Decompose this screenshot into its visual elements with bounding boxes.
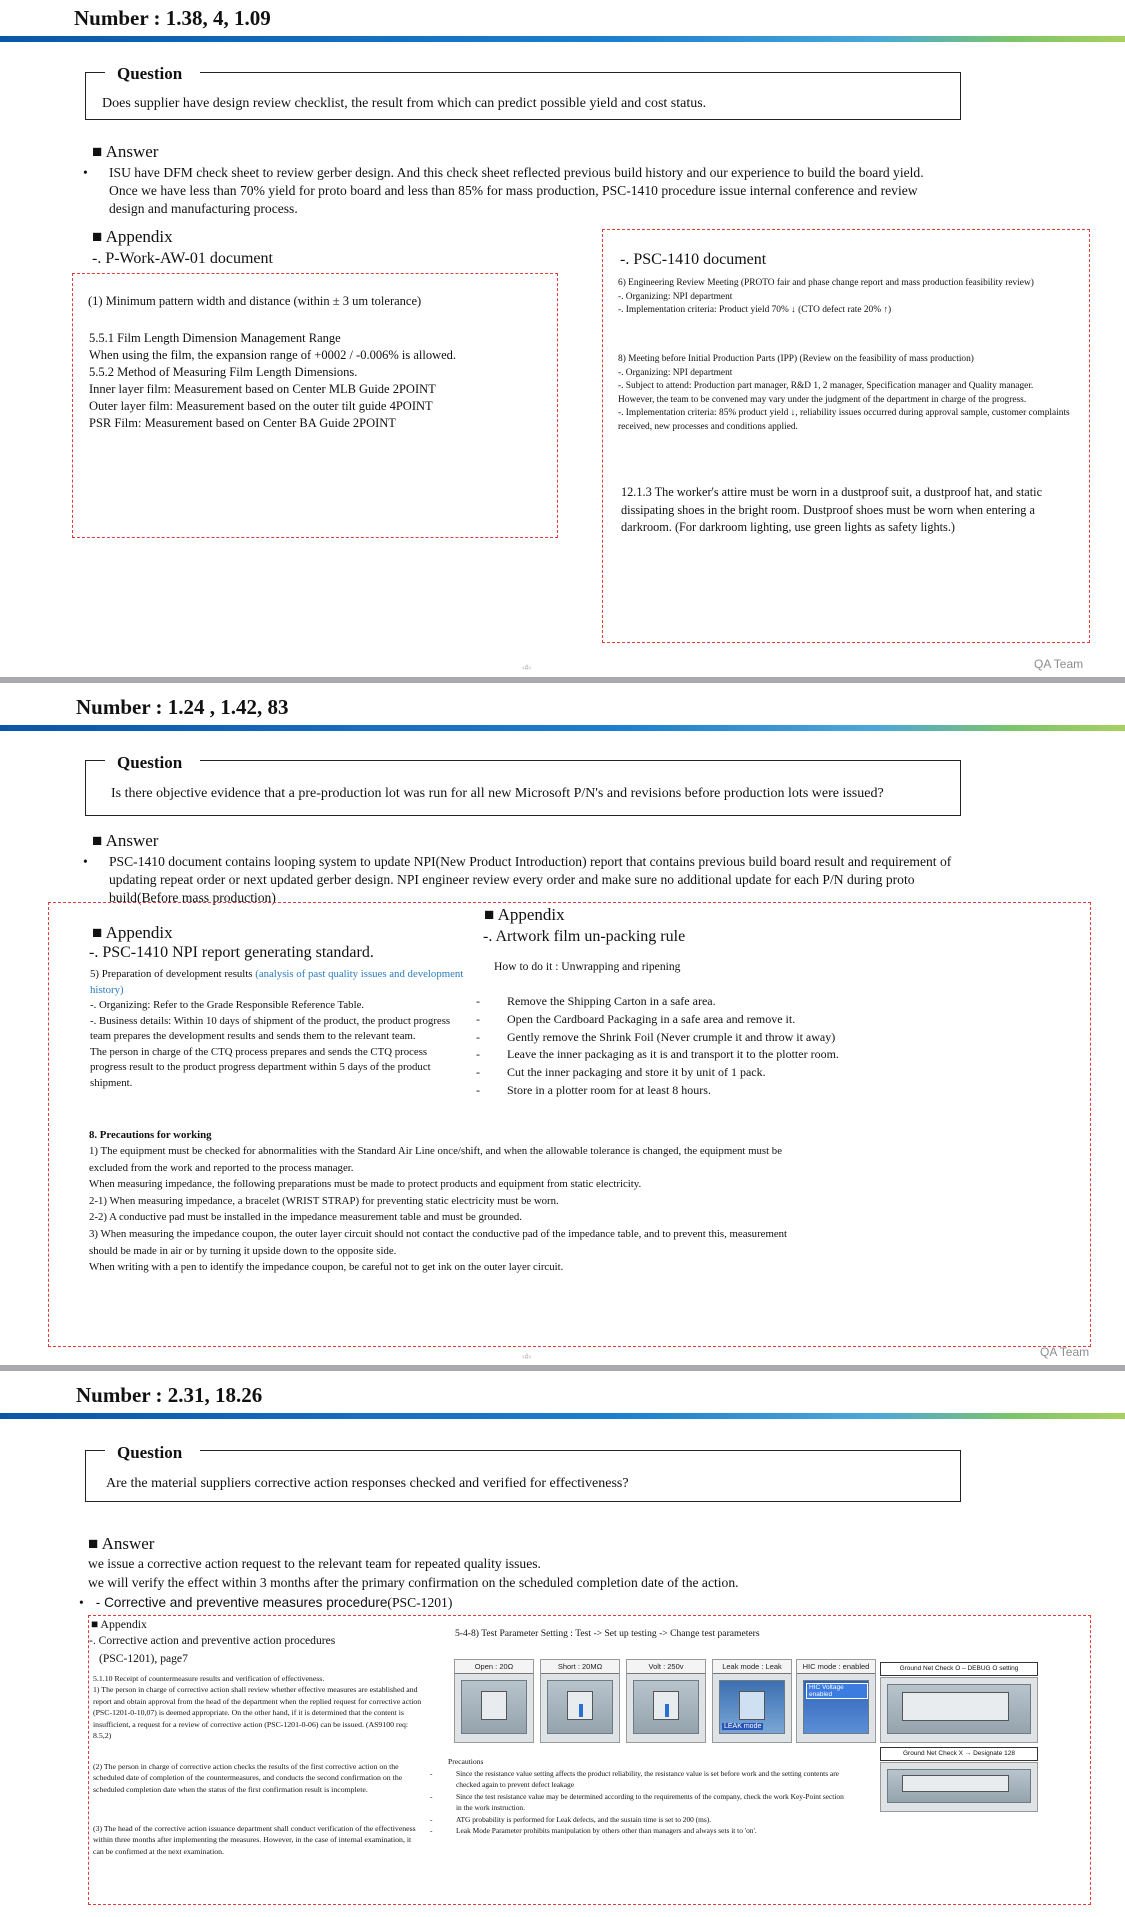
screen-photo-ground-2 [880,1762,1038,1812]
appendix-right-list [476,993,946,1100]
answer-label: ■ Answer [92,142,159,161]
page-marker: ‹#› [522,663,532,672]
appendix-left-line: -. Business details: Within 10 days of shipment of the product, the product progress team prepares the development results and sends them to the relevant team. [90,1014,451,1042]
header-band [0,36,1125,42]
question-label: Question [105,1443,200,1463]
question-label: Question [105,64,200,84]
photo-caption: Short : 20MΩ [541,1660,619,1674]
appendix-right-line: 8) Meeting before Initial Production Parts (IPP) (Review on the feasibility of mass production) [618,354,974,364]
answer-line: we will verify the effect within 3 months after the primary confirmation on the scheduled completion date of the action. [88,1574,739,1590]
list-item: - Store in a plotter room for at least 8 hours. [476,1082,711,1097]
precautions-label: Precautions [448,1757,484,1766]
appendix-para: (2) The person in charge of corrective action checks the results of the first corrective action on the scheduled date of completion of the countermeasures, and conducts the second confirmation on the scheduled completion date when the status of the first confirmation result is incomplete. [93,1762,403,1794]
screen-photo-short [540,1659,620,1743]
appendix-left-lines [89,330,549,432]
footer-team: QA Team [1034,657,1084,671]
appendix-right-block-b [618,353,1088,435]
appendix-right-title: -. PSC-1410 document [620,251,767,268]
appendix-label: ■ Appendix [92,227,173,246]
appendix-right-title: -. Artwork film un-packing rule [483,928,686,945]
slide-number-title: Number : 1.38, 4, 1.09 [74,6,271,30]
list-item: - Remove the Shipping Carton in a safe area. [476,994,716,1008]
appendix-right-line: -. Organizing: NPI department [618,291,733,302]
screen-photo-volt [626,1659,706,1743]
ground-caption-2: Ground Net Check X → Designate 128 [880,1747,1038,1761]
appendix-right-line: -. Organizing: NPI department [618,367,733,378]
screen-photo-leak [712,1659,792,1743]
page-marker: ‹#› [522,1352,532,1361]
appendix-left-line: -. Organizing: Refer to the Grade Responsible Reference Table. [90,999,365,1011]
answer-procedure: • - Corrective and preventive measures procedure(PSC-1201) [79,1595,453,1610]
appendix-right-line: -. Implementation criteria: 85% product yield ↓, reliability issues occurred during approval sample, customer complaints received, new processes and conditions applied. [618,408,1070,432]
appendix-left-line: The person in charge of the CTQ process prepares and sends the CTQ process progress result to the product progress department within 5 days of the product shipment. [90,1045,431,1089]
answer-label: ■ Answer [92,831,159,850]
answer-label: ■ Answer [88,1534,155,1553]
test-parameter-title: 5-4-8) Test Parameter Setting : Test -> Set up testing -> Change test parameters [455,1628,760,1639]
photo-caption: Volt : 250v [627,1660,705,1674]
photo-caption: HIC mode : enabled [797,1660,875,1674]
precaution-line: 1) The equipment must be checked for abnormalities with the Standard Air Line once/shift, and when the allowable tolerance is changed, the equipment must be excluded from the work and reported to the process manager. [89,1145,782,1174]
precaution-line: 2-1) When measuring impedance, a bracelet (WRIST STRAP) for preventing static electricity must be worn. [89,1194,559,1207]
appendix-para: 5.1.10 Receipt of countermeasure results and verification of effectiveness. 1) The person in charge of corrective action shall review whether effective measures are established and report and obtain approval from the head of the department when the replied request for corrective action (PSC-1201-0-10,07) is deemed appropriate. On the other hand, if it is determined that the content is insufficient, a request for a review of corrective action (PSC-1201-0-06) can be issued. (AS9100 req: 8.5,2) [93,1674,422,1741]
appendix-left-line: PSR Film: Measurement based on Center BA Guide 2POINT [89,416,396,430]
appendix-left-label: ■ Appendix [92,923,173,942]
question-text: Does supplier have design review checklist, the result from which can predict possible yield and cost status. [102,96,707,111]
appendix-left-line: 5.5.1 Film Length Dimension Management Range [89,331,341,345]
list-item: - Since the resistance value setting affects the product reliability, the resistance value is set before work and the setting contents are checked again to prevent defect leakage [430,1769,839,1790]
photo-caption: Leak mode : Leak [713,1660,791,1674]
appendix-left-line: 5.5.2 Method of Measuring Film Length Dimensions. [89,365,358,379]
slide-2 [0,683,1125,1365]
header-band [0,725,1125,731]
slide-1 [0,0,1125,677]
appendix-left-body [90,967,466,1091]
appendix-right-line: -. Implementation criteria: Product yield 70% ↓ (CTO defect rate 20% ↑) [618,305,892,316]
precautions-body [89,1143,789,1276]
answer-text [88,1555,968,1592]
list-item: - Cut the inner packaging and store it by unit of 1 pack. [476,1065,766,1080]
header-band [0,1413,1125,1419]
appendix-right-label: ■ Appendix [484,905,565,924]
answer-text: • ISU have DFM check sheet to review gerber design. And this check sheet reflected previous build history and our experience to build the board yield. Once we have less than 70% yield for proto board and less than 85% for mass production, PSC-1410 procedure issue internal conference and review design and manufacturing process. [83,165,924,216]
appendix-right-line: 6) Engineering Review Meeting (PROTO fair and phase change report and mass production feasibility review) [618,278,1034,288]
list-item: - Leave the inner packaging as it is and transport it to the plotter room. [476,1047,839,1062]
appendix-title-1: -. Corrective action and preventive action procedures [89,1634,336,1647]
answer-line: we issue a corrective action request to the relevant team for repeated quality issues. [88,1556,541,1571]
photo-caption: Open : 20Ω [455,1660,533,1674]
question-text: Are the material suppliers corrective action responses checked and verified for effectiveness? [106,1476,629,1491]
hic-badge: HIC Voltage enabled [806,1683,868,1699]
list-item: - Gently remove the Shrink Foil (Never crumple it and throw it away) [476,1029,836,1044]
ground-caption-1: Ground Net Check O – DEBUG O setting [880,1662,1038,1676]
leak-badge: LEAK mode [724,1723,762,1730]
question-text: Is there objective evidence that a pre-production lot was run for all new Microsoft P/N's and revisions before production lots were issued? [111,786,884,801]
appendix-left-title: -. P-Work-AW-01 document [92,250,273,267]
appendix-para: (3) The head of the corrective action issuance department shall conduct verification of the effectiveness within three months after implementing the measures. However, in the case of internal examination, it can be confirmed at the next examination. [93,1824,416,1856]
precaution-line: 2-2) A conductive pad must be installed in the impedance measurement table and must be grounded. [89,1211,522,1224]
precaution-line: When measuring impedance, the following preparations must be made to protect products and equipment from static electricity. [89,1178,642,1191]
precautions-title: 8. Precautions for working [89,1129,212,1141]
appendix-right-line: -. Subject to attend: Production part manager, R&D 1, 2 manager, Specification manager and Quality manager. [618,381,1034,392]
footer-team: QA Team [1040,1345,1090,1359]
appendix-right-line: However, the team to be convened may vary under the judgment of the department in charge of the progress. [618,394,1027,405]
screen-photo-open [454,1659,534,1743]
slide-number-title: Number : 2.31, 18.26 [76,1383,263,1407]
slide-3 [0,1371,1125,1917]
precaution-line: When writing with a pen to identify the impedance coupon, be careful not to get ink on the outer layer circuit. [89,1261,564,1274]
list-item: - ATG probability is performed for Leak defects, and the sustain time is set to 200 (ms). [430,1814,712,1824]
list-item: - Leak Mode Parameter prohibits manipulation by others other than managers and always sets it to 'on'. [430,1826,757,1836]
list-item: - Since the test resistance value may be determined according to the requirements of the company, check the work Key-Point section in the work instruction. [430,1791,844,1813]
appendix-label: ■ Appendix [91,1617,147,1631]
precautions-list [430,1768,850,1836]
appendix-left-line: Outer layer film: Measurement based on the outer tilt guide 4POINT [89,399,433,413]
appendix-left-title: -. PSC-1410 NPI report generating standard. [89,944,374,961]
appendix-right-block-a [618,277,1088,318]
appendix-left-line: When using the film, the expansion range of +0002 / -0.006% is allowed. [89,348,457,362]
screen-photo-hic [796,1659,876,1743]
appendix-left-line: (1) Minimum pattern width and distance (within ± 3 um tolerance) [88,294,422,308]
answer-text: • PSC-1410 document contains looping system to update NPI(New Product Introduction) report that contains previous build board result and requirement of updating repeat order or next updated gerber design. NPI engineer review every order and make sure no additional update for each P/N during proto build(Before mass production) [83,854,952,905]
appendix-right-note: 12.1.3 The worker's attire must be worn in a dustproof suit, a dustproof hat, and static dissipating shoes in the bright room. Dustproof shoes must be worn when entering a darkroom. (For darkroom lighting, use green lights as safety lights.) [621,485,1043,535]
appendix-right-sub: How to do it : Unwrapping and ripening [494,960,681,973]
question-label: Question [105,753,200,773]
list-item: - Open the Cardboard Packaging in a safe area and remove it. [476,1011,796,1026]
appendix-title-2: (PSC-1201), page7 [99,1652,188,1665]
appendix-left-head: 5) Preparation of development results (analysis of past quality issues and development history) [90,968,464,996]
screen-photo-ground-1 [880,1677,1038,1743]
precaution-line: 3) When measuring the impedance coupon, the outer layer circuit should not contact the conductive pad of the impedance table, and to prevent this, measurement should be made in air or by turning it upside down to the opposite side. [89,1227,788,1257]
slide-number-title: Number : 1.24 , 1.42, 83 [76,695,289,719]
appendix-left-line: Inner layer film: Measurement based on Center MLB Guide 2POINT [89,382,436,396]
